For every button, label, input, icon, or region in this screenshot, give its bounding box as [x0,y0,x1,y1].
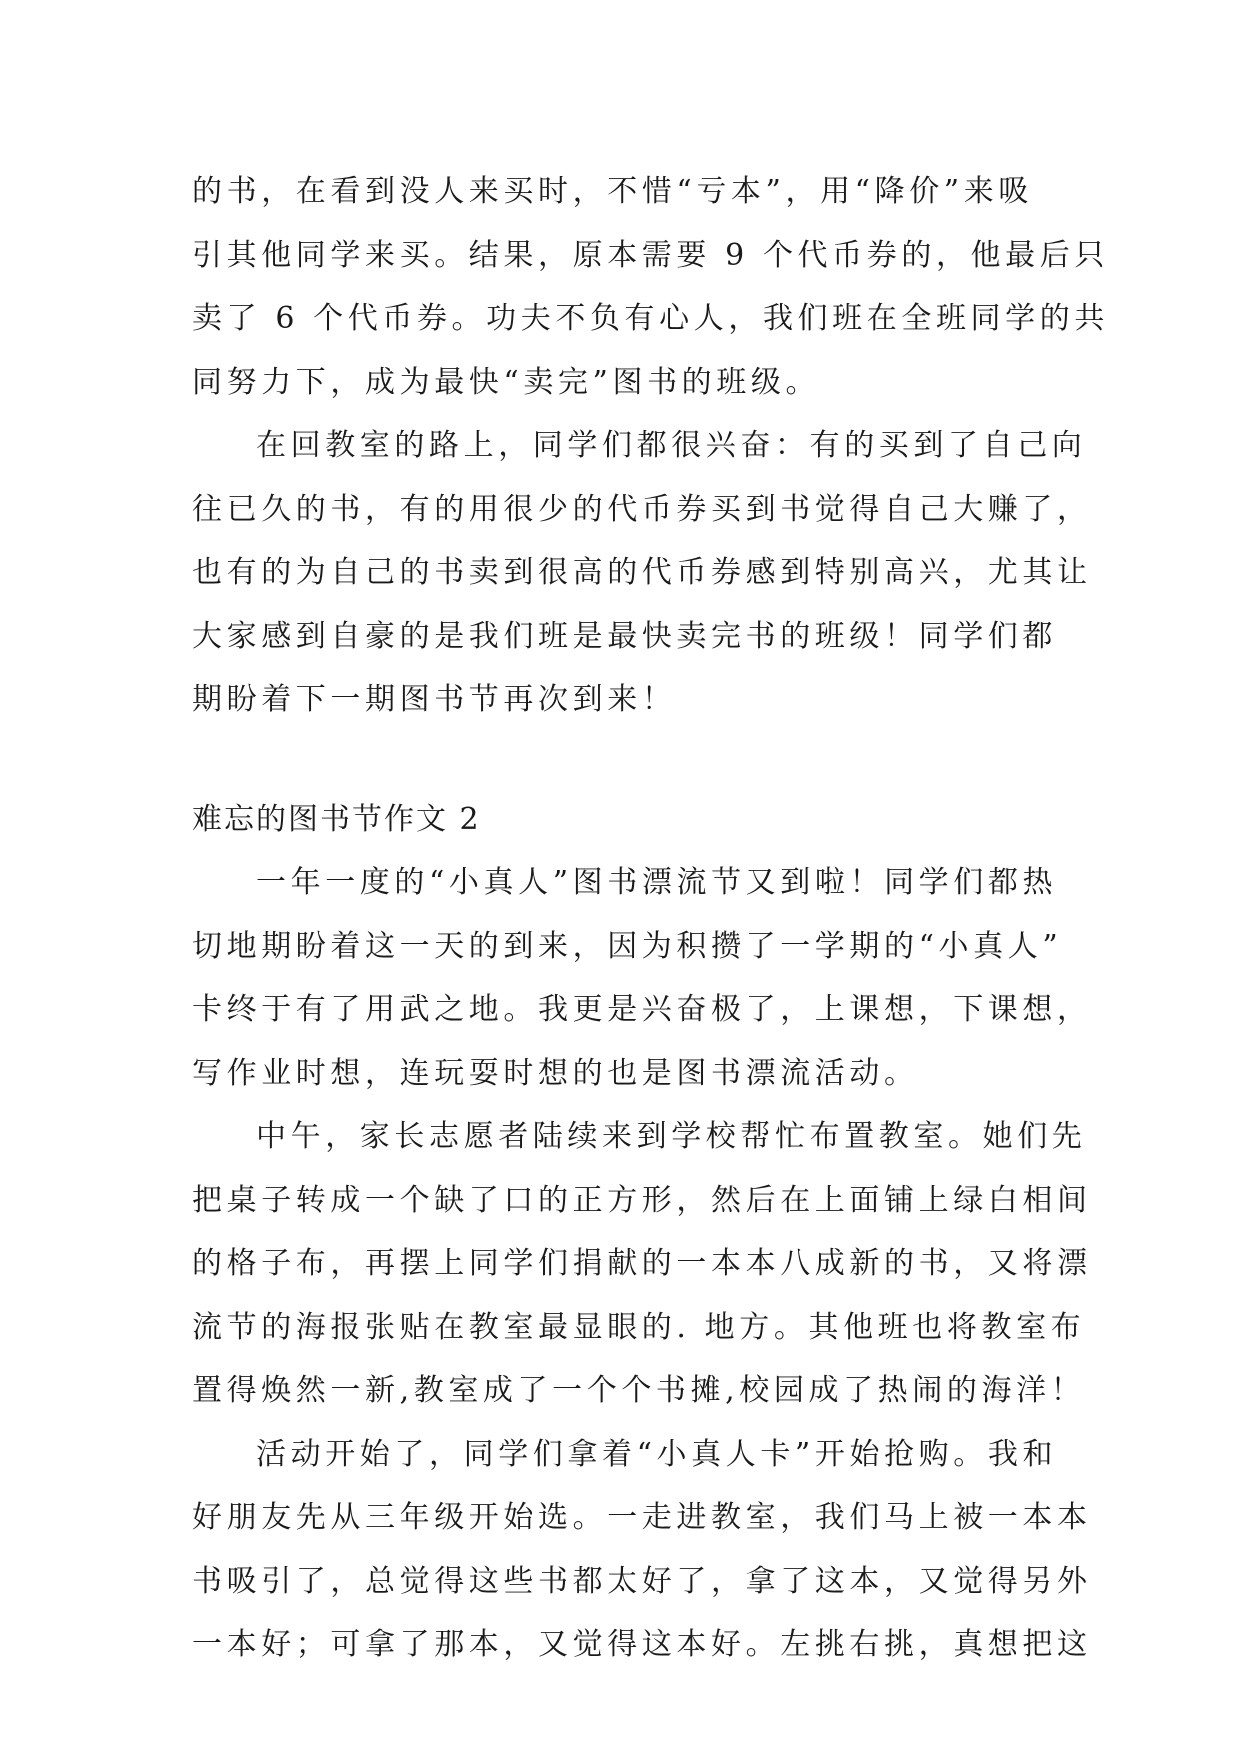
text-line: 往已久的书，有的用很少的代币券买到书觉得自己大赚了， [192,491,1092,527]
text-line: 期盼着下一期图书节再次到来！ [192,682,677,717]
paragraph-4 [192,1105,1092,1423]
text-line: 书吸引了，总觉得这些书都太好了，拿了这本，又觉得另外 [192,1563,1092,1599]
text-line: 好朋友先从三年级开始选。一走进教室，我们马上被一本本 [192,1500,1092,1535]
section-heading: 难忘的图书节作文 2 [192,801,481,837]
text-line: 活动开始了，同学们拿着“小真人卡”开始抢购。我和 [256,1436,1058,1472]
text-line: 也有的为自己的书卖到很高的代币券感到特别高兴，尤其让 [192,555,1092,590]
text-line: 把桌子转成一个缺了口的正方形，然后在上面铺上绿白相间 [192,1182,1092,1218]
text-line: 同努力下，成为最快“卖完”图书的班级。 [192,364,821,400]
section-gap [192,732,1062,788]
document-page [192,160,1109,1677]
text-line: 卡终于有了用武之地。我更是兴奋极了，上课想，下课想， [192,992,1092,1027]
text-line: 切地期盼着这一天的到来，因为积攒了一学期的“小真人” [192,928,1063,964]
text-line: 置得焕然一新,教室成了一个个书摊,校园成了热闹的海洋！ [192,1373,1086,1408]
paragraph-5 [192,1423,1092,1677]
text-line: 卖了 6 个代币券。功夫不负有心人，我们班在全班同学的共 [192,301,1109,336]
text-line: 中午，家长志愿者陆续来到学校帮忙布置教室。她们先 [256,1119,1087,1154]
text-line: 写作业时想，连玩耍时想的也是图书漂流活动。 [192,1055,919,1091]
paragraph-2 [192,414,1092,732]
text-line: 在回教室的路上，同学们都很兴奋：有的买到了自己向 [256,428,1087,463]
text-line: 大家感到自豪的是我们班是最快卖完书的班级！同学们都 [192,618,1057,654]
section-heading-block [192,788,1062,852]
paragraph-1 [192,160,1109,414]
text-line: 引其他同学来买。结果，原本需要 9 个代币券的，他最后只 [192,237,1109,273]
text-line: 的格子布，再摆上同学们捐献的一本本八成新的书，又将漂 [192,1246,1092,1281]
paragraph-3 [192,851,1092,1105]
text-line: 流节的海报张贴在教室最显眼的. 地方。其他班也将教室布 [192,1309,1086,1345]
text-line: 一年一度的“小真人”图书漂流节又到啦！同学们都热 [256,865,1058,900]
text-line: 一本好；可拿了那本，又觉得这本好。左挑右挑，真想把这 [192,1627,1092,1662]
text-line: 的书，在看到没人来买时，不惜“亏本”，用“降价”来吸 [192,174,1033,209]
